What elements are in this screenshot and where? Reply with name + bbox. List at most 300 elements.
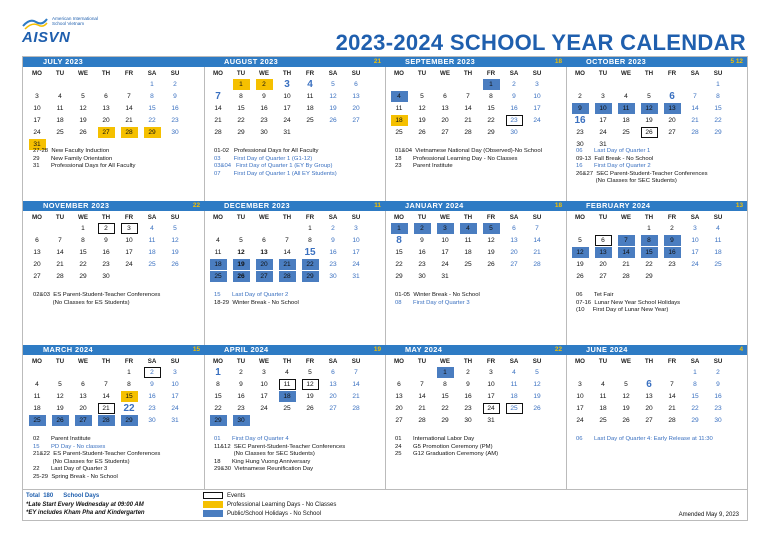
weekday-label: SU <box>170 358 180 365</box>
calendar-event-note: 06 Tet Fair <box>576 292 614 298</box>
calendar-event-note: 01 International Labor Day <box>395 436 475 442</box>
calendar-day: 31 <box>283 129 291 136</box>
calendar-day: 1 <box>437 367 454 378</box>
calendar-day: 29 <box>441 417 449 424</box>
calendar-event-note: 31 Professional Days for All Faculty <box>33 163 136 170</box>
calendar-day: 20 <box>102 117 110 124</box>
calendar-day: 20 <box>510 249 518 256</box>
calendar-day: 11 <box>618 103 635 114</box>
calendar-day: 2 <box>670 225 674 232</box>
calendar-day: 16 <box>329 249 337 256</box>
month-name: SEPTEMBER 2023 <box>405 57 476 66</box>
calendar-day: 26 <box>329 117 337 124</box>
calendar-day: 9 <box>512 93 516 100</box>
calendar-day: 21 <box>691 117 699 124</box>
weekday-label: SU <box>351 70 361 77</box>
calendar-day: 30 <box>148 417 156 424</box>
weekday-label: FR <box>486 70 496 77</box>
calendar-day: 19 <box>487 249 495 256</box>
calendar-day: 16 <box>171 105 179 112</box>
school-day-count: 4 <box>739 346 743 353</box>
calendar-day: 2 <box>331 225 335 232</box>
calendar-day: 12 <box>487 237 495 244</box>
weekday-label: TH <box>463 214 473 221</box>
calendar-day: 20 <box>668 117 676 124</box>
weekday-label: MO <box>575 358 585 365</box>
calendar-day: 16 <box>714 393 722 400</box>
calendar-day: 25 <box>283 405 291 412</box>
calendar-day: 6 <box>512 225 516 232</box>
weekday-label: TU <box>55 358 65 365</box>
calendar-day: 19 <box>622 405 630 412</box>
calendar-day: 5 <box>624 381 628 388</box>
calendar-day: 14 <box>214 105 222 112</box>
weekday-label: TH <box>282 358 292 365</box>
calendar-day: 28 <box>121 127 138 138</box>
calendar-day: 21 <box>418 405 426 412</box>
calendar-day: 8 <box>489 93 493 100</box>
calendar-day: 16 <box>102 249 110 256</box>
weekday-label: SA <box>328 214 338 221</box>
weekday-label: MO <box>32 214 42 221</box>
calendar-day: 11 <box>714 237 722 244</box>
month-march-2024 <box>23 345 204 489</box>
calendar-day: 24 <box>599 129 607 136</box>
calendar-day: 29 <box>691 417 699 424</box>
calendar-day: 17 <box>283 105 291 112</box>
weekday-label: WE <box>440 214 450 221</box>
calendar-event-note: 01-02 Professional Days for All Faculty <box>214 148 319 154</box>
calendar-day: 27 <box>441 129 449 136</box>
calendar-day: 14 <box>102 393 110 400</box>
calendar-day: 18 <box>56 117 64 124</box>
calendar-day: 23 <box>102 261 110 268</box>
calendar-day: 11 <box>599 393 607 400</box>
legend-holidays-label: Public/School Holidays - No School <box>227 511 322 517</box>
weekday-label: TH <box>282 214 292 221</box>
calendar-day: 13 <box>352 93 360 100</box>
calendar-day: 1 <box>483 79 500 90</box>
calendar-day: 17 <box>260 393 268 400</box>
school-logo <box>22 16 142 50</box>
calendar-day: 20 <box>79 405 87 412</box>
calendar-day: 15 <box>237 105 245 112</box>
calendar-day: 6 <box>646 379 652 390</box>
month-name: NOVEMBER 2023 <box>43 201 110 210</box>
calendar-day: 29 <box>302 271 319 282</box>
weekday-label: TH <box>463 358 473 365</box>
weekday-label: WE <box>259 214 269 221</box>
school-day-count: 21 <box>373 58 381 65</box>
month-name: DECEMBER 2023 <box>224 201 290 210</box>
calendar-day: 8 <box>693 381 697 388</box>
calendar-event-note: 18 Professional Learning Day - No Classes <box>395 155 518 162</box>
calendar-day: 16 <box>464 393 472 400</box>
month-header <box>204 57 385 67</box>
weekday-label: WE <box>78 214 88 221</box>
calendar-day: 30 <box>464 417 472 424</box>
calendar-day: 13 <box>595 247 612 258</box>
calendar-day: 1 <box>693 369 697 376</box>
calendar-day: 4 <box>216 237 220 244</box>
calendar-day: 11 <box>33 393 41 400</box>
weekday-label: MO <box>394 358 404 365</box>
weekday-label: FR <box>486 214 496 221</box>
calendar-day: 5 <box>578 237 582 244</box>
calendar-day: 13 <box>33 249 41 256</box>
calendar-day: 27 <box>645 417 653 424</box>
calendar-day: 8 <box>443 381 447 388</box>
weekday-label: SU <box>170 214 180 221</box>
calendar-day: 9 <box>466 381 470 388</box>
month-may-2024 <box>385 345 566 489</box>
calendar-day: 31 <box>352 273 360 280</box>
calendar-day: 12 <box>302 379 319 390</box>
calendar-day: 3 <box>121 223 138 234</box>
calendar-day: 16 <box>574 115 586 126</box>
calendar-event-note: 01-05 Winter Break - No School <box>395 292 480 298</box>
calendar-day: 24 <box>125 261 133 268</box>
calendar-day: 12 <box>171 237 179 244</box>
weekday-label: FR <box>667 70 677 77</box>
weekday-label: SU <box>351 358 361 365</box>
month-february-2024 <box>566 201 747 345</box>
school-day-count: 11 <box>374 202 381 209</box>
calendar-day: 24 <box>576 417 584 424</box>
calendar-day: 31 <box>29 139 46 150</box>
calendar-day: 16 <box>418 249 426 256</box>
calendar-day: 3 <box>35 93 39 100</box>
legend-events-label: Events <box>227 493 246 499</box>
calendar-day: 16 <box>148 393 156 400</box>
calendar-day: 20 <box>33 261 41 268</box>
calendar-day: 14 <box>618 247 635 258</box>
calendar-day: 5 <box>420 93 424 100</box>
month-name: MARCH 2024 <box>43 345 94 354</box>
calendar-day: 19 <box>171 249 179 256</box>
calendar-day: 24 <box>441 261 449 268</box>
calendar-day: 5 <box>173 225 177 232</box>
weekday-label: SA <box>509 358 519 365</box>
calendar-day: 2 <box>716 369 720 376</box>
calendar-event-note: (No Classes for SEC Students) <box>576 178 677 185</box>
calendar-day: 30 <box>510 129 518 136</box>
calendar-day: 10 <box>171 381 179 388</box>
calendar-day: 29 <box>395 273 403 280</box>
calendar-day: 19 <box>576 261 584 268</box>
weekday-label: TU <box>236 214 246 221</box>
calendar-day: 1 <box>391 223 408 234</box>
calendar-day: 23 <box>171 117 179 124</box>
logo-subtitle: American International School Vietnam <box>52 16 98 26</box>
calendar-day: 29 <box>645 273 653 280</box>
weekday-label: FR <box>124 214 134 221</box>
calendar-day: 14 <box>691 105 699 112</box>
calendar-day: 10 <box>352 237 360 244</box>
calendar-day: 18 <box>599 405 607 412</box>
calendar-day: 25 <box>622 129 630 136</box>
calendar-day: 7 <box>215 91 221 102</box>
calendar-day: 16 <box>260 105 268 112</box>
calendar-day: 28 <box>533 261 541 268</box>
weekday-label: WE <box>621 214 631 221</box>
calendar-day: 7 <box>127 93 131 100</box>
calendar-day: 17 <box>533 105 541 112</box>
weekday-label: TU <box>55 70 65 77</box>
calendar-day: 13 <box>395 393 403 400</box>
month-october-2023 <box>566 57 747 201</box>
calendar-day: 2 <box>239 369 243 376</box>
calendar-day: 14 <box>668 393 676 400</box>
weekday-label: TH <box>101 358 111 365</box>
calendar-day: 10 <box>125 237 133 244</box>
calendar-day: 15 <box>691 393 699 400</box>
calendar-event-note: 21&22 ES Parent-Student-Teacher Conferences <box>33 451 161 458</box>
calendar-day: 28 <box>691 129 699 136</box>
calendar-day: 4 <box>512 369 516 376</box>
calendar-day: 1 <box>716 81 720 88</box>
weekday-label: SA <box>147 70 157 77</box>
weekday-label: MO <box>213 214 223 221</box>
calendar-day: 12 <box>56 393 64 400</box>
calendar-day: 26 <box>641 127 658 138</box>
calendar-day: 11 <box>510 381 518 388</box>
weekday-label: SA <box>147 214 157 221</box>
calendar-day: 28 <box>214 129 222 136</box>
calendar-day: 13 <box>79 393 87 400</box>
month-january-2024 <box>385 201 566 345</box>
calendar-day: 9 <box>104 237 108 244</box>
school-day-count: 18 <box>554 58 562 65</box>
calendar-day: 31 <box>487 417 495 424</box>
calendar-event-note: 01 First Day of Quarter 4 <box>214 436 289 442</box>
calendar-day: 27 <box>256 271 273 282</box>
late-start-note: *Late Start Every Wednesday at 09:00 AM <box>26 501 144 508</box>
calendar-day: 6 <box>595 235 612 246</box>
calendar-grid <box>22 56 748 490</box>
calendar-day: 13 <box>260 249 268 256</box>
pd-swatch <box>203 501 223 508</box>
calendar-day: 22 <box>441 405 449 412</box>
month-header <box>566 345 747 355</box>
calendar-day: 25 <box>464 261 472 268</box>
calendar-day: 13 <box>102 105 110 112</box>
calendar-day: 25 <box>210 271 227 282</box>
calendar-event-note: 06 Last Day of Quarter 1 <box>576 148 651 154</box>
calendar-day: 12 <box>572 247 589 258</box>
calendar-day: 9 <box>420 237 424 244</box>
weekday-label: SA <box>328 358 338 365</box>
calendar-event-note: 15 Last Day of Quarter 2 <box>214 292 289 298</box>
calendar-event-note: 02 Parent Institute <box>33 436 91 442</box>
calendar-day: 3 <box>489 369 493 376</box>
calendar-day: 1 <box>127 369 131 376</box>
calendar-day: 7 <box>354 369 358 376</box>
calendar-day: 19 <box>233 259 250 270</box>
calendar-day: 20 <box>645 405 653 412</box>
weekday-label: TU <box>598 70 608 77</box>
school-day-count: 5 12 <box>730 58 743 65</box>
weekday-label: TU <box>236 70 246 77</box>
calendar-event-note: 09-13 Fall Break - No School <box>576 155 654 162</box>
calendar-day: 26 <box>233 271 250 282</box>
calendar-event-note: 23 Parent Institute <box>395 163 453 170</box>
calendar-day: 21 <box>125 117 133 124</box>
calendar-event-note: 15 PD Day - No classes <box>33 443 106 450</box>
calendar-day: 7 <box>670 381 674 388</box>
calendar-day: 8 <box>641 235 658 246</box>
calendar-day: 31 <box>599 141 607 148</box>
calendar-day: 22 <box>714 117 722 124</box>
calendar-day: 4 <box>35 381 39 388</box>
calendar-day: 26 <box>79 129 87 136</box>
calendar-event-note: (No Classes for ES Students) <box>33 458 130 465</box>
calendar-day: 12 <box>237 249 245 256</box>
calendar-day: 1 <box>233 79 250 90</box>
calendar-event-note: 29&30 Vietnamese Reunification Day <box>214 466 314 473</box>
weekday-label: SU <box>532 358 542 365</box>
calendar-day: 26 <box>171 261 179 268</box>
weekday-label: WE <box>259 358 269 365</box>
calendar-day: 27 <box>668 129 676 136</box>
calendar-day: 22 <box>214 405 222 412</box>
calendar-day: 7 <box>535 225 539 232</box>
weekday-label: MO <box>394 70 404 77</box>
calendar-day: 27 <box>395 417 403 424</box>
calendar-event-note: 07 First Day of Quarter 1 (All EY Students) <box>214 170 337 177</box>
weekday-label: TU <box>417 358 427 365</box>
weekday-label: TH <box>282 70 292 77</box>
calendar-day: 24 <box>533 117 541 124</box>
weekday-label: SU <box>532 214 542 221</box>
calendar-day: 5 <box>483 223 500 234</box>
calendar-day: 14 <box>56 249 64 256</box>
calendar-day: 2 <box>173 81 177 88</box>
month-header <box>566 57 747 67</box>
calendar-day: 2 <box>98 223 115 234</box>
weekday-label: FR <box>667 358 677 365</box>
month-name: JUNE 2024 <box>586 345 628 354</box>
calendar-day: 3 <box>284 79 290 90</box>
month-header <box>23 57 204 67</box>
calendar-day: 10 <box>533 93 541 100</box>
calendar-day: 21 <box>352 393 360 400</box>
calendar-day: 21 <box>533 249 541 256</box>
weekday-label: MO <box>394 214 404 221</box>
calendar-day: 3 <box>601 93 605 100</box>
calendar-day: 6 <box>35 237 39 244</box>
weekday-label: TU <box>417 214 427 221</box>
calendar-day: 10 <box>487 381 495 388</box>
calendar-day: 23 <box>148 405 156 412</box>
calendar-day: 17 <box>691 249 699 256</box>
weekday-label: SU <box>351 214 361 221</box>
calendar-day: 9 <box>572 103 589 114</box>
weekday-label: TH <box>644 214 654 221</box>
month-header <box>385 345 566 355</box>
calendar-event-note: 16 First Day of Quarter 2 <box>576 163 651 170</box>
calendar-day: 7 <box>420 381 424 388</box>
calendar-day: 3 <box>578 381 582 388</box>
calendar-day: 4 <box>716 225 720 232</box>
school-day-count: 18 <box>554 202 562 209</box>
calendar-day: 27 <box>329 405 337 412</box>
calendar-day: 25 <box>506 403 523 414</box>
total-school-days: Total 180 School Days <box>26 493 100 499</box>
month-header <box>204 201 385 211</box>
calendar-day: 18 <box>714 249 722 256</box>
weekday-label: TH <box>101 70 111 77</box>
calendar-day: 21 <box>279 259 296 270</box>
calendar-day: 22 <box>79 261 87 268</box>
calendar-day: 19 <box>645 117 653 124</box>
calendar-day: 22 <box>302 259 319 270</box>
calendar-day: 24 <box>483 403 500 414</box>
calendar-day: 14 <box>283 249 291 256</box>
calendar-day: 23 <box>329 261 337 268</box>
legend-footer <box>22 490 748 521</box>
calendar-day: 15 <box>714 105 722 112</box>
calendar-day: 4 <box>460 223 477 234</box>
calendar-day: 17 <box>599 117 607 124</box>
calendar-day: 11 <box>279 379 296 390</box>
calendar-event-note: (No Classes for ES Students) <box>33 299 130 306</box>
weekday-label: TH <box>463 70 473 77</box>
calendar-day: 28 <box>622 273 630 280</box>
calendar-day: 25 <box>148 261 156 268</box>
calendar-day: 22 <box>148 117 156 124</box>
weekday-label: WE <box>621 70 631 77</box>
calendar-day: 14 <box>418 393 426 400</box>
weekday-label: WE <box>78 358 88 365</box>
calendar-day: 17 <box>352 249 360 256</box>
weekday-label: FR <box>124 358 134 365</box>
calendar-day: 15 <box>79 249 87 256</box>
calendar-day: 6 <box>331 369 335 376</box>
calendar-day: 16 <box>510 105 518 112</box>
calendar-day: 11 <box>148 237 156 244</box>
ey-note: *EY includes Kham Pha and Kindergarten <box>26 510 145 517</box>
calendar-day: 15 <box>304 247 316 258</box>
calendar-day: 28 <box>464 129 472 136</box>
calendar-day: 3 <box>535 81 539 88</box>
calendar-day: 29 <box>121 415 138 426</box>
month-header <box>566 201 747 211</box>
calendar-event-note: 03 First Day of Quarter 1 (G1-12) <box>214 155 313 162</box>
page-title: 2023-2024 SCHOOL YEAR CALENDAR <box>335 30 746 55</box>
calendar-day: 30 <box>576 141 584 148</box>
calendar-day: 22 <box>691 405 699 412</box>
weekday-label: FR <box>305 70 315 77</box>
calendar-day: 30 <box>102 273 110 280</box>
calendar-day: 18 <box>210 259 227 270</box>
weekday-label: FR <box>305 214 315 221</box>
calendar-day: 2 <box>512 81 516 88</box>
calendar-day: 29 <box>210 415 227 426</box>
calendar-day: 28 <box>279 271 296 282</box>
calendar-day: 2 <box>144 367 161 378</box>
calendar-day: 28 <box>56 273 64 280</box>
calendar-day: 3 <box>354 225 358 232</box>
calendar-day: 21 <box>464 117 472 124</box>
calendar-day: 7 <box>618 235 635 246</box>
calendar-day: 25 <box>599 417 607 424</box>
calendar-day: 20 <box>352 105 360 112</box>
logo-wave-icon <box>22 16 48 30</box>
calendar-day: 4 <box>285 369 289 376</box>
calendar-day: 26 <box>52 415 69 426</box>
calendar-day: 22 <box>123 403 135 414</box>
